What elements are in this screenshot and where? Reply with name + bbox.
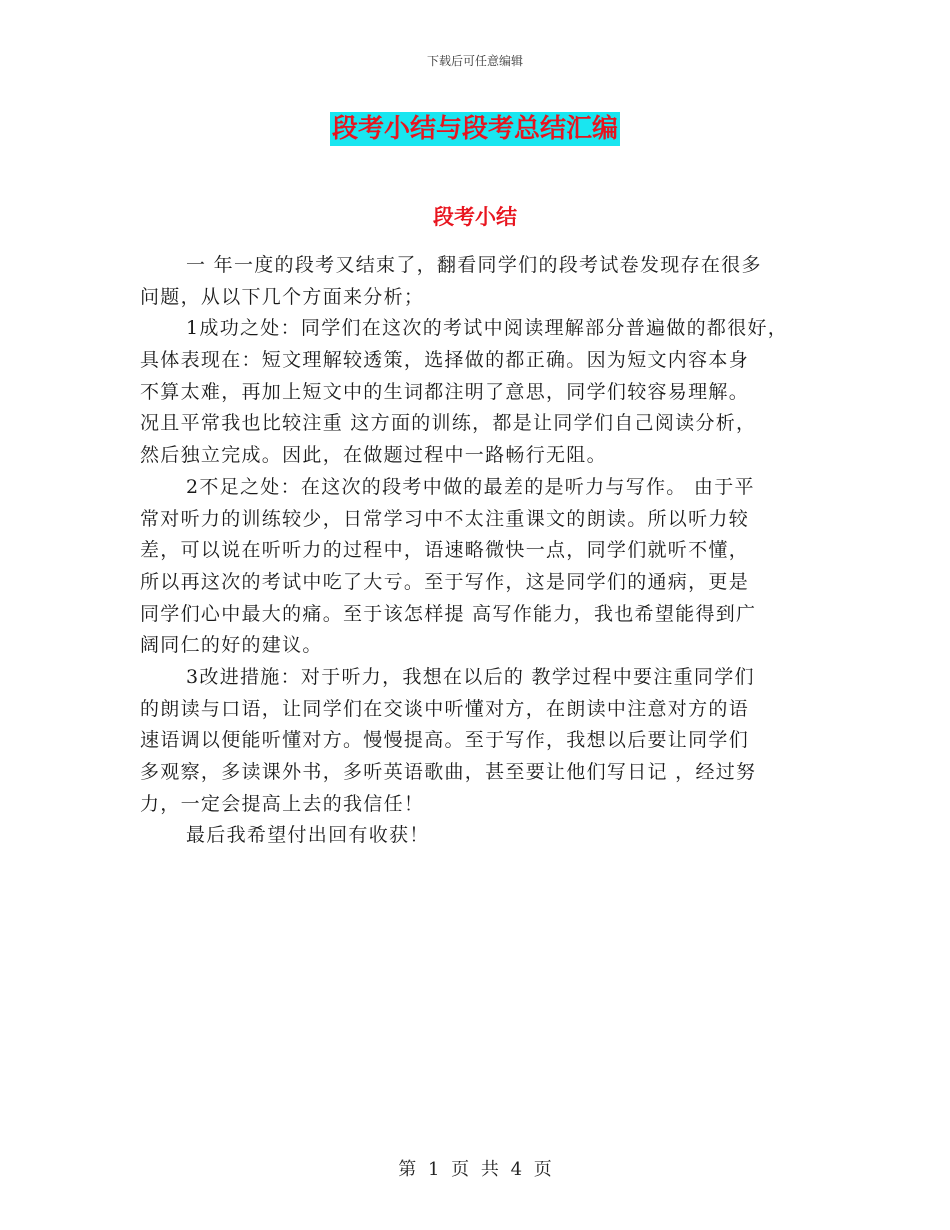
- text-line: 问题，从以下几个方面来分析；: [140, 285, 425, 308]
- text-line: 所以再这次的考试中吃了大亏。至于写作，这是同学们的通病，更是: [140, 570, 750, 593]
- text-line: 3改进措施：对于听力，我想在以后的 教学过程中要注重同学们: [186, 665, 755, 688]
- section-title: 段考小结: [433, 205, 517, 229]
- text-line: 速语调以便能听懂对方。慢慢提高。至于写作，我想以后要让同学们: [140, 729, 750, 752]
- text-line: 力，一定会提高上去的我信任！: [140, 792, 425, 815]
- page-footer: 第 1 页 共 4 页: [398, 1159, 552, 1180]
- text-line: 具体表现在：短文理解较透策，选择做的都正确。因为短文内容本身: [140, 349, 750, 372]
- text-line: 况且平常我也比较注重 这方面的训练，都是让同学们自己阅读分析，: [140, 412, 757, 435]
- body-text: [0, 250, 950, 852]
- text-line: 差，可以说在听听力的过程中，语速略微快一点，同学们就听不懂，: [140, 539, 750, 562]
- text-line: 1成功之处：同学们在这次的考试中阅读理解部分普遍做的都很好，: [186, 317, 789, 340]
- text-line: 常对听力的训练较少，日常学习中不太注重课文的朗读。所以听力较: [140, 507, 750, 530]
- text-line: 然后独立完成。因此，在做题过程中一路畅行无阻。: [140, 444, 607, 467]
- text-line: 一 年一度的段考又结束了，翻看同学们的段考试卷发现存在很多: [186, 254, 762, 276]
- text-line: 同学们心中最大的痛。至于该怎样提 高写作能力，我也希望能得到广: [140, 602, 757, 625]
- text-line: 最后我希望付出回有收获！: [186, 824, 430, 847]
- document-title-container: [0, 112, 950, 146]
- text-line: 阔同仁的好的建议。: [140, 634, 323, 657]
- document-title: 段考小结与段考总结汇编: [331, 114, 618, 144]
- text-line: 多观察，多读课外书，多听英语歌曲，甚至要让他们写日记 ，经过努: [140, 761, 757, 783]
- header-note: 下载后可任意编辑: [426, 54, 523, 68]
- text-line: 的朗读与口语，让同学们在交谈中听懂对方，在朗读中注意对方的语: [140, 697, 750, 720]
- text-line: 不算太难，再加上短文中的生词都注明了意思，同学们较容易理解。: [140, 380, 750, 403]
- text-line: 2不足之处：在这次的段考中做的最差的是听力与写作。 由于平: [186, 475, 755, 498]
